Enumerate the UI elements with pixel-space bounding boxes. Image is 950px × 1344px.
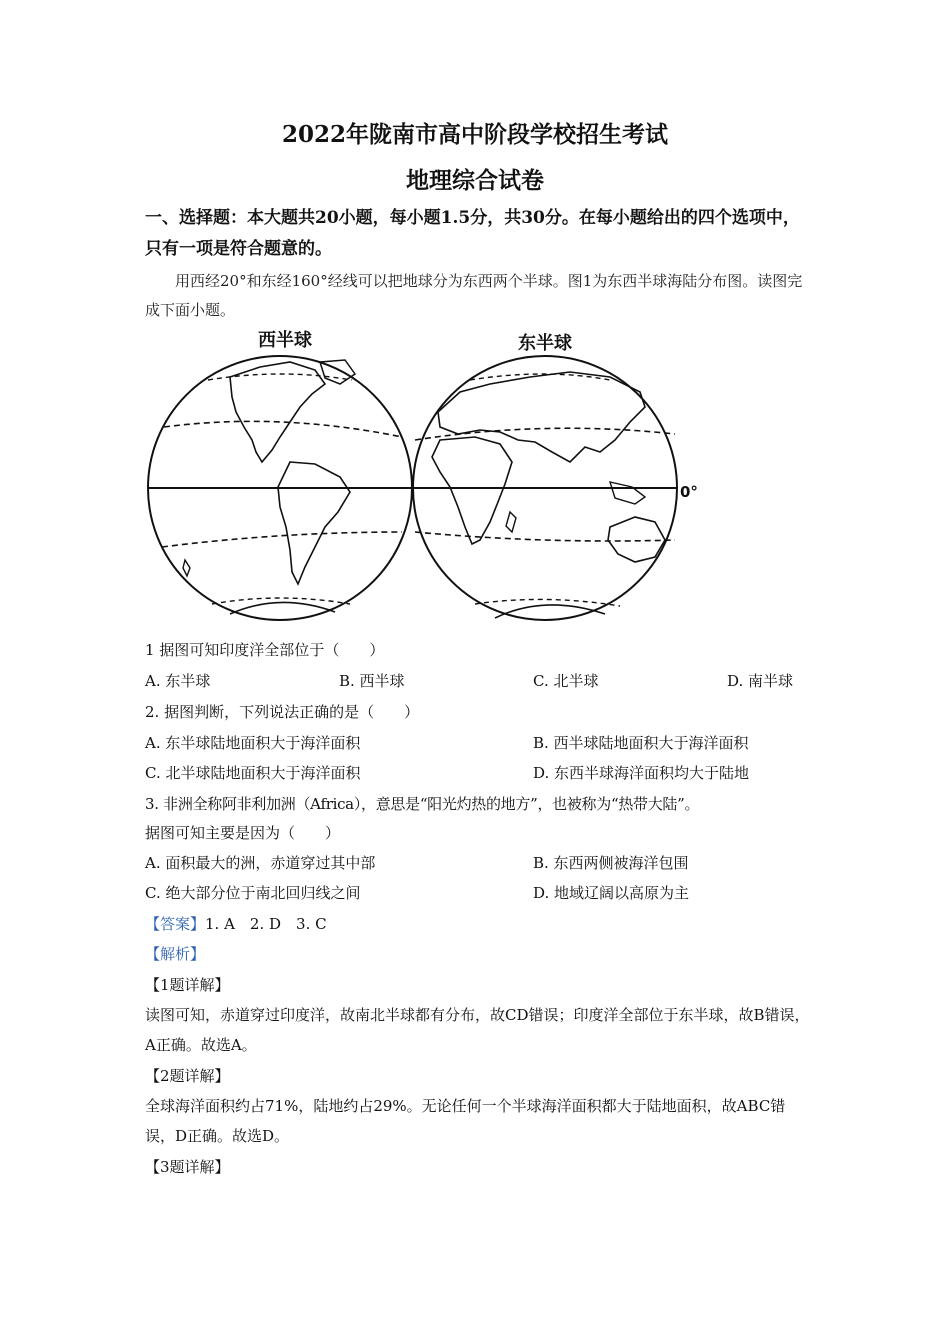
answer-value: 1. A 2. D 3. C <box>205 915 327 933</box>
section-intro: 用西经20°和东经160°经线可以把地球分为东西两个半球。图1为东西半球海陆分布图。读图完成下面小题。 <box>145 272 803 319</box>
question-3-stem-line2: 据图可知主要是因为（ ） <box>145 824 341 842</box>
question-1-option-a: A. 东半球 <box>145 672 211 690</box>
north-america-shape <box>230 362 325 462</box>
exam-subtitle: 地理综合试卷 <box>406 167 544 194</box>
question-2-stem: 2. 据图判断，下列说法正确的是（ ） <box>145 703 420 721</box>
question-2-option-c: C. 北半球陆地面积大于海洋面积 <box>145 764 361 782</box>
analysis-tag: 【解析】 <box>145 945 206 963</box>
south-america-shape <box>278 462 350 584</box>
question-1-option-c: C. 北半球 <box>533 672 599 690</box>
question-1-stem: 1 据图可知印度洋全部位于（ ） <box>145 641 385 659</box>
detail-1-heading: 【1题详解】 <box>145 976 230 994</box>
africa-shape <box>432 437 512 544</box>
exam-title: 2022年陇南市高中阶段学校招生考试 <box>281 121 668 148</box>
west-hemisphere-label: 西半球 <box>258 330 312 351</box>
question-1-option-d: D. 南半球 <box>727 672 794 690</box>
question-2-option-b: B. 西半球陆地面积大于海洋面积 <box>533 734 749 752</box>
question-1-option-b: B. 西半球 <box>339 672 405 690</box>
hemisphere-map <box>140 322 710 632</box>
question-3-option-c: C. 绝大部分位于南北回归线之间 <box>145 884 361 902</box>
detail-1-text: 读图可知，赤道穿过印度洋，故南北半球都有分布，故CD错误；印度洋全部位于东半球，故B错误，A正确。故选A。 <box>145 1006 810 1054</box>
section-heading: 一、选择题：本大题共20小题，每小题1.5分，共30分。在每小题给出的四个选项中，只有一项是符合题意的。 <box>145 208 800 259</box>
answer-line <box>145 914 327 934</box>
question-3-option-d: D. 地域辽阔以高原为主 <box>533 884 690 902</box>
question-3-option-b: B. 东西两侧被海洋包围 <box>533 854 689 872</box>
question-3-stem-line1: 3. 非洲全称阿非利加洲（Africa），意思是“阳光灼热的地方”，也被称为“热带大陆”。 <box>145 795 700 813</box>
detail-3-heading: 【3题详解】 <box>145 1158 230 1176</box>
east-hemisphere-label: 东半球 <box>518 333 572 354</box>
equator-label: 0° <box>680 483 698 501</box>
question-2-option-d: D. 东西半球海洋面积均大于陆地 <box>533 764 750 782</box>
question-2-option-a: A. 东半球陆地面积大于海洋面积 <box>145 734 361 752</box>
question-3-option-a: A. 面积最大的洲，赤道穿过其中部 <box>145 854 376 872</box>
answer-tag: 【答案】 <box>145 915 206 933</box>
detail-2-heading: 【2题详解】 <box>145 1067 230 1085</box>
australia-shape <box>608 517 665 562</box>
detail-2-text: 全球海洋面积约占71%，陆地约占29%。无论任何一个半球海洋面积都大于陆地面积，故ABC错误，D正确。故选D。 <box>145 1097 786 1145</box>
eurasia-shape <box>438 372 645 462</box>
